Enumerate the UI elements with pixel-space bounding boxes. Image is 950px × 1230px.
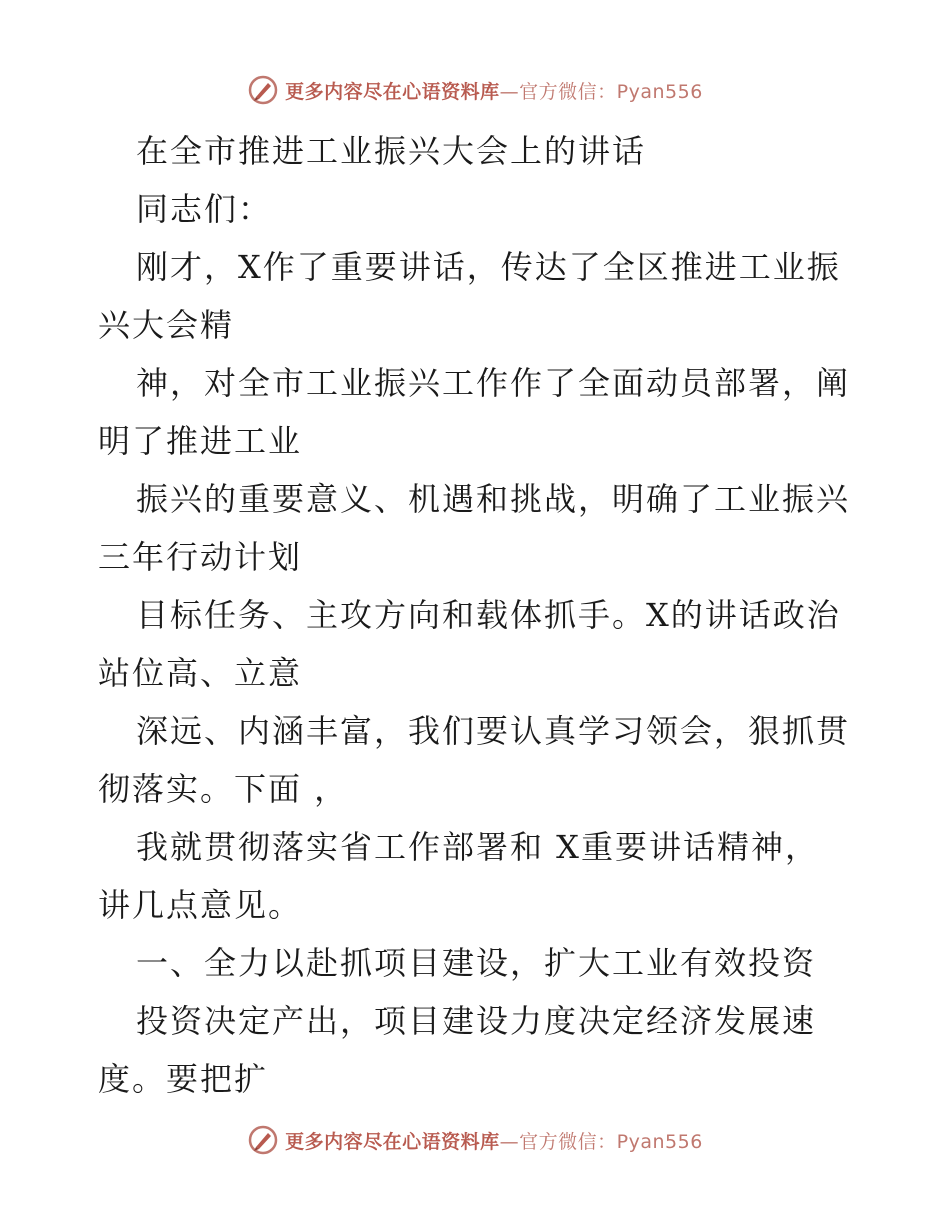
paragraph-line: 明了推进工业 xyxy=(98,422,303,460)
pen-logo-icon xyxy=(247,1124,279,1156)
footer-watermark xyxy=(0,1120,950,1160)
salutation: 同志们： xyxy=(136,190,273,228)
paragraph-line: 站位高、立意 xyxy=(98,654,303,692)
section-heading: 一、全力以赴抓项目建设，扩大工业有效投资 xyxy=(136,944,817,982)
paragraph-line: 刚才，X作了重要讲话，传达了全区推进工业振 xyxy=(136,248,841,286)
paragraph-line: 深远、内涵丰富，我们要认真学习领会，狠抓贯 xyxy=(136,712,851,750)
paragraph-line: 兴大会精 xyxy=(98,306,235,344)
document-body xyxy=(98,122,858,1108)
document-title: 在全市推进工业振兴大会上的讲话 xyxy=(136,132,647,170)
paragraph-line: 三年行动计划 xyxy=(98,538,303,576)
paragraph-line: 振兴的重要意义、机遇和挑战，明确了工业振兴 xyxy=(136,480,851,518)
paragraph-line: 神，对全市工业振兴工作作了全面动员部署，阐 xyxy=(136,364,851,402)
pen-logo-icon xyxy=(247,74,279,106)
watermark-text: 更多内容尽在心语资料库—官方微信：Pyan556 xyxy=(285,80,703,103)
paragraph-line: 目标任务、主攻方向和载体抓手。X的讲话政治 xyxy=(136,596,841,634)
paragraph-line: 投资决定产出，项目建设力度决定经济发展速 xyxy=(136,1002,817,1040)
paragraph-line: 彻落实。下面 ， xyxy=(98,770,349,808)
paragraph-line: 讲几点意见。 xyxy=(98,886,303,924)
watermark-text: 更多内容尽在心语资料库—官方微信：Pyan556 xyxy=(285,1130,703,1153)
paragraph-line: 度。要把扩 xyxy=(98,1060,269,1098)
header-watermark xyxy=(0,70,950,110)
paragraph-line: 我就贯彻落实省工作部署和 X重要讲话精神， xyxy=(136,828,819,866)
